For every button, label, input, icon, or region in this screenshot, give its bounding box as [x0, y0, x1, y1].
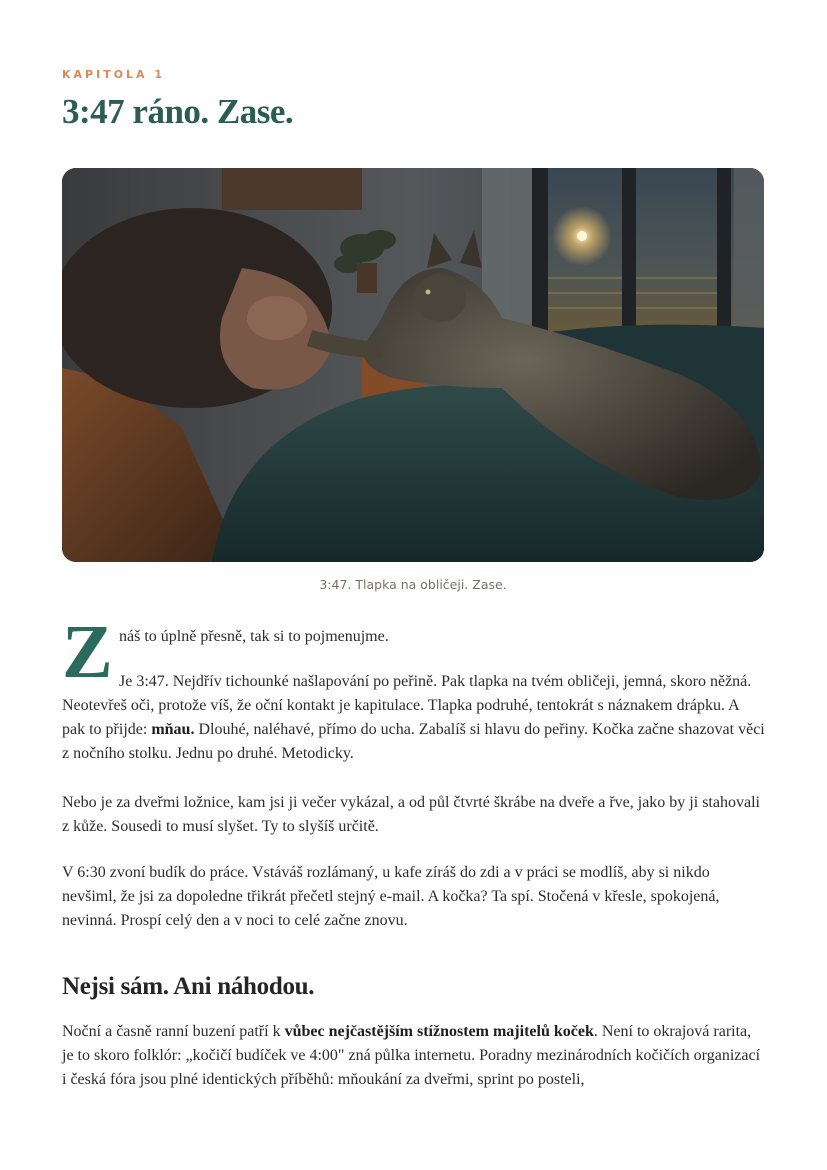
drop-cap: Z	[62, 610, 113, 694]
paragraph-door	[62, 791, 765, 839]
paragraph-alarm-text: V 6:30 zvoní budík do práce. Vstáváš rozlámaný, u kafe zíráš do zdi a v práci se modlíš, aby si nikdo nevšiml, že jsi za dopoledne třikrát přečetl stejný e-mail. A kočka? Ta spí. Stočená v křesle, spokojená, nevinná. Prospí celý den a v noci to celé začne znovu.	[62, 864, 720, 929]
intro-bold-meow: mňau.	[151, 721, 195, 738]
intro-paragraph-text	[62, 670, 765, 766]
photo-illustration	[62, 168, 764, 562]
intro-text-after-bold: Dlouhé, naléhavé, přímo do ucha. Zabalíš si hlavu do peřiny. Kočka začne shazovat věci z nočního stolku. Jednu po druhé. Metodicky.	[62, 721, 765, 762]
chapter-kicker: KAPITOLA 1	[62, 68, 166, 81]
section-heading: Nejsi sám. Ani náhodou.	[62, 973, 315, 1000]
paragraph-door-text: Nebo je za dveřmi ložnice, kam jsi ji večer vykázal, a od půl čtvrté škrábe na dveře a řve, jako by ji stahovali z kůže. Sousedi to musí slyšet. Ty to slyšíš určitě.	[62, 794, 760, 835]
paragraph-alarm	[62, 861, 765, 933]
common-text-before-bold: Noční a časně ranní buzení patří k	[62, 1023, 285, 1040]
intro-first-line	[119, 625, 759, 649]
common-text-after-bold: . Není to okrajová rarita, je to skoro folklór: „kočičí budíček ve 4:00" zná půlka internetu. Poradny mezinárodních kočičích organizací i česká fóra jsou plné identických příběhů: mňoukání za dveřmi, sprint po posteli,	[62, 1023, 761, 1088]
chapter-photo	[62, 168, 764, 562]
paragraph-common-text	[62, 1020, 765, 1092]
photo-caption: 3:47. Tlapka na obličeji. Zase.	[319, 577, 507, 592]
paragraph-common	[62, 1020, 765, 1092]
intro-first-line-text: náš to úplně přesně, tak si to pojmenujme.	[119, 628, 389, 645]
chapter-title: 3:47 ráno. Zase.	[62, 92, 294, 131]
common-bold-phrase: vůbec nejčastějším stížnostem majitelů koček	[284, 1023, 594, 1040]
intro-text-before-bold: Je 3:47. Nejdřív tichounké našlapování po peřině. Pak tlapka na tvém obličeji, jemná, skoro něžná. Neotevřeš oči, protože víš, že oční kontakt je kapitulace. Tlapka podruhé, tentokrát s náznakem drápku. A pak to přijde:	[62, 673, 752, 738]
intro-paragraph	[62, 670, 765, 766]
